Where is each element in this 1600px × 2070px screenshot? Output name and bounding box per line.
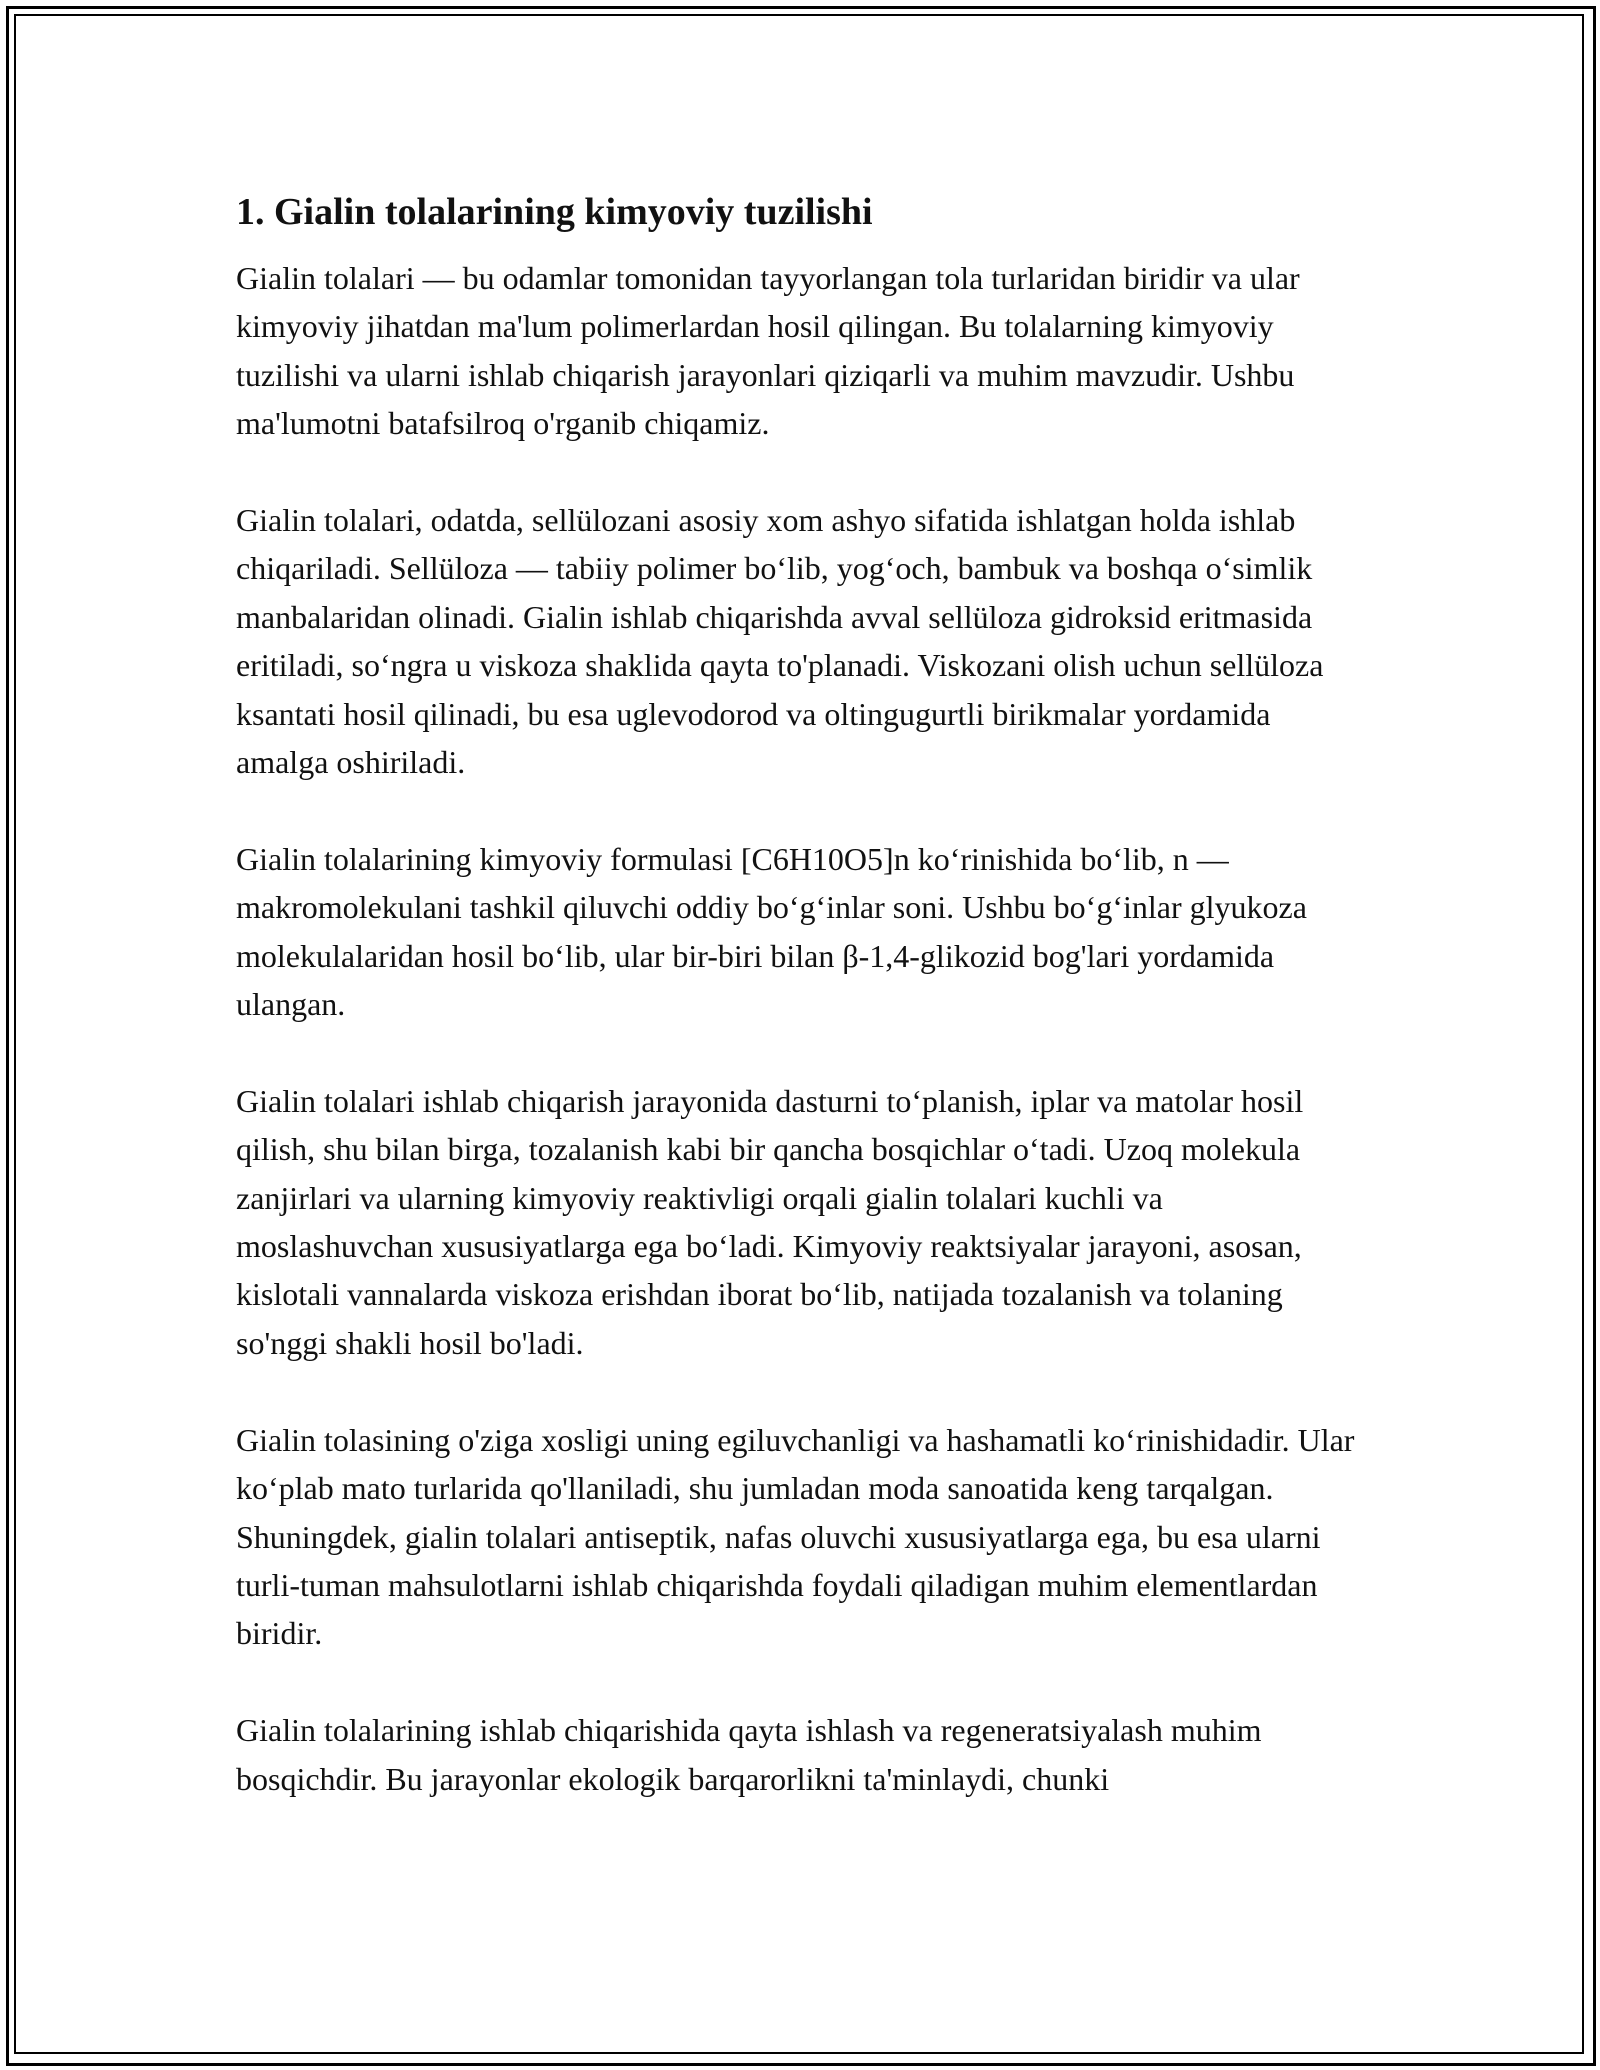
paragraph-6: Gialin tolalarining ishlab chiqarishida qayta ishlash va regeneratsiyalash muhim bosqichdir. Bu jarayonlar ekologik barqarorlikni ta'minlaydi, chunki [236,1712,1262,1797]
paragraph-1: Gialin tolalari — bu odamlar tomonidan tayyorlangan tola turlaridan biridir va ular kimyoviy jihatdan ma'lum polimerlardan hosil qilingan. Bu tolalarning kimyoviy tuzilishi va ularni ishlab chiqarish jarayonlari qiziqarli va muhim mavzudir. Ushbu ma'lumotni batafsilroq o'rganib chiqamiz. [236,260,1300,442]
paragraph-2: Gialin tolalari, odatda, sellülozani asosiy xom ashyo sifatida ishlatgan holda ishlab chiqariladi. Sellüloza — tabiiy polimer boʻlib, yogʻoch, bambuk va boshqa oʻsimlik manbalaridan olinadi. Gialin ishlab chiqarishda avval sellüloza gidroksid eritmasida eritiladi, soʻngra u viskoza shaklida qayta to'planadi. Viskozani olish uchun sellüloza ksantati hosil qilinadi, bu esa uglevodorod va oltingugurtli birikmalar yordamida amalga oshiriladi. [236,502,1324,781]
page-title: 1. Gialin tolalarining kimyoviy tuzilishi [236,191,873,233]
paragraph-4: Gialin tolalari ishlab chiqarish jarayonida dasturni toʻplanish, iplar va matolar hosil qilish, shu bilan birga, tozalanish kabi bir qancha bosqichlar oʻtadi. Uzoq molekula zanjirlari va ularning kimyoviy reaktivligi orqali gialin tolalari kuchli va moslashuvchan xususiyatlarga ega boʻladi. Kimyoviy reaktsiyalar jarayoni, asosan, kislotali vannalarda viskoza erishdan iborat boʻlib, natijada tozalanish va tolaning so'nggi shakli hosil bo'ladi. [236,1082,1304,1361]
paragraph-3: Gialin tolalarining kimyoviy formulasi [C6H10O5]n koʻrinishida boʻlib, n — makromolekulani tashkil qiluvchi oddiy boʻgʻinlar soni. Ushbu boʻgʻinlar glyukoza molekulalaridan hosil boʻlib, ular bir-biri bilan β-1,4-glikozid bog'lari yordamida ulangan. [236,840,1307,1023]
paragraph-5: Gialin tolasining o'ziga xosligi uning egiluvchanligi va hashamatli koʻrinishidadir. Ular koʻplab mato turlarida qo'llaniladi, shu jumladan moda sanoatida keng tarqalgan. Shuningdek, gialin tolalari antiseptik, nafas oluvchi xususiyatlarga ega, bu esa ularni turli-tuman mahsulotlarni ishlab chiqarishda foydali qiladigan muhim elementlardan biridir. [236,1421,1355,1652]
document-body [236,187,1366,1803]
